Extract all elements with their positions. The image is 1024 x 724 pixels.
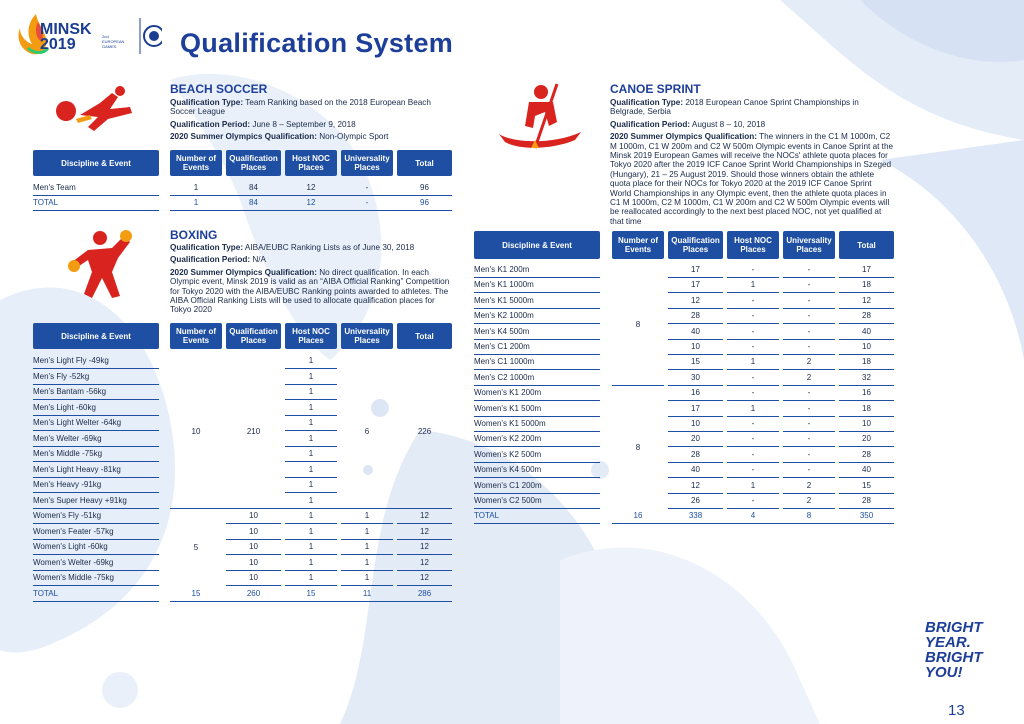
universality-cell: 2 [783,355,835,370]
qualification-type-value: 2018 European Canoe Sprint Championships in Belgrade, Serbia [610,98,859,117]
host-cell: 1 [727,402,779,417]
qualification-cell: 20 [668,432,723,447]
header-total: Total [839,231,894,259]
beach-soccer-info [170,98,455,145]
universality-cell: 1 [341,509,393,524]
qualification-period-value: June 8 – September 9, 2018 [252,119,356,129]
universality-cell: - [783,448,835,463]
total-cell: 12 [397,509,452,524]
header-universality: Universality Places [341,150,393,176]
header-number: Number of Events [170,150,222,176]
total-universality: - [365,198,369,207]
header-qualification: Qualification Places [226,150,281,176]
header-host: Host NOC Places [285,150,337,176]
host-cell: - [727,294,779,309]
header-host: Host NOC Places [727,231,779,259]
event-name: Women's Middle -75kg [33,571,159,586]
qualification-cell: 16 [668,386,723,401]
qualification-cell: 12 [668,294,723,309]
total-host-cell: 4 [750,511,756,521]
host-cell: - [727,325,779,340]
event-name: Women's K2 200m [474,432,600,447]
host-cell: 1 [285,385,337,400]
header-discipline: Discipline & Event [33,323,159,349]
host-cell: 1 [285,571,337,586]
host-cell: 12 [306,183,316,192]
qualification-period-label: Qualification Period: [170,255,251,265]
total-label: TOTAL [474,509,600,524]
header-total: Total [397,150,452,176]
qualification-cell: 28 [668,309,723,324]
header-number: Number of Events [612,231,664,259]
qualification-cell: 10 [226,525,281,540]
page-title: Qualification System [180,28,454,58]
number-cell: 10 [191,427,201,436]
universality-cell: - [783,325,835,340]
total-cell: 18 [839,402,894,417]
olympic-qualification-label: 2020 Summer Olympics Qualification: [610,132,757,142]
total-qual-cell: 338 [688,511,703,521]
total-cell: 32 [839,371,894,386]
total-cell: 12 [397,556,452,571]
event-name: Women's Fly -51kg [33,509,159,524]
brand-line: YEAR. [925,634,971,651]
olympic-qualification-label: 2020 Summer Olympics Qualification: [170,132,317,142]
canoe-sprint-info [610,98,895,229]
total-cell: 15 [839,479,894,494]
olympic-qualification-label: 2020 Summer Olympics Qualification: [170,267,317,277]
universality-cell: - [783,340,835,355]
divider [612,385,664,386]
event-name: Men's Light Heavy -81kg [33,463,159,478]
event-name: Men's C1 200m [474,340,600,355]
qualification-cell: 210 [246,427,261,436]
total-cell: 12 [397,571,452,586]
host-cell: 1 [285,432,337,447]
event-name: Women's K1 200m [474,386,600,401]
universality-cell: 1 [341,540,393,555]
event-name: Men's Light Welter -64kg [33,416,159,431]
total-number-cell: 16 [633,511,643,521]
number-cell: 1 [193,183,199,192]
total-total-cell: 350 [859,511,874,521]
host-cell: 1 [285,370,337,385]
host-cell: - [727,494,779,509]
host-cell: 1 [285,509,337,524]
qualification-cell: 10 [226,509,281,524]
olympic-qualification-value: The winners in the C1 M 1000m, C2 M 1000m, C1 W 200m and C2 W 500m Olympic events in Canoe Sprint at the Minsk 2019 European Games will receive the NOCs' athlete quota places for Tokyo 2020 after the 2019 ICF Canoe Sprint World Championships in Szeged (Hungary), 21 – 25 August 2019. Should those winners obtain the athlete quota place for their NOCs for Tokyo 2020 at the 2019 ICF Canoe Sprint World Championships in any Olympic event, then the athlete quota places in C1 M 1000m, C2 M 1000m, C1 W 200m and C2 W 500m Olympic events will be reallocated accordingly to the next best placed NOC, not yet qualified at that time [610,132,894,226]
universality-cell: 1 [341,571,393,586]
total-univ-cell: 11 [362,588,372,598]
qualification-period-value: August 8 – 10, 2018 [691,119,766,129]
qualification-period-label: Qualification Period: [170,119,251,129]
universality-cell: - [783,432,835,447]
qualification-period-label: Qualification Period: [610,119,691,129]
event-name: Men's K2 1000m [474,309,600,324]
page-number: 13 [948,702,965,719]
header-host: Host NOC Places [285,323,337,349]
header-discipline: Discipline & Event [33,150,159,176]
header-discipline: Discipline & Event [474,231,600,259]
total-number-cell: 15 [191,588,201,598]
event-name: Men's K1 1000m [474,278,600,293]
event-name: Women's K2 500m [474,448,600,463]
event-name: Men's K1 5000m [474,294,600,309]
host-cell: 1 [285,416,337,431]
qualification-cell: 17 [668,402,723,417]
total-total-cell: 286 [417,588,432,598]
event-name: Women's Feater -57kg [33,525,159,540]
universality-cell: - [783,417,835,432]
qualification-cell: 17 [668,263,723,278]
host-cell: 1 [285,401,337,416]
event-name: Women's K1 500m [474,402,600,417]
host-cell: 1 [285,354,337,369]
universality-cell: - [783,463,835,478]
host-cell: 1 [727,278,779,293]
qualification-cell: 10 [226,571,281,586]
event-name: Women's Light -60kg [33,540,159,555]
event-name: Men's Super Heavy +91kg [33,494,159,509]
beach-soccer-icon [50,85,140,140]
boxing-icon [68,228,132,300]
qualification-type-label: Qualification Type: [170,98,244,107]
total-qual-cell: 260 [246,588,261,598]
qualification-cell: 40 [668,463,723,478]
host-cell: 1 [285,540,337,555]
universality-cell: 2 [783,371,835,386]
qualification-cell: 10 [668,340,723,355]
event-name: Men's Middle -75kg [33,447,159,462]
universality-cell: 1 [341,525,393,540]
qualification-cell: 10 [226,556,281,571]
universality-cell: - [783,294,835,309]
event-name: Women's C1 200m [474,479,600,494]
header-universality: Universality Places [341,323,393,349]
universality-cell: - [783,309,835,324]
universality-cell: 2 [783,494,835,509]
total-cell: 12 [839,294,894,309]
total-cell: 12 [397,525,452,540]
universality-cell: - [783,386,835,401]
header-total: Total [397,323,452,349]
total-row [33,196,159,211]
universality-cell: 6 [364,427,370,436]
total-cell: 10 [839,417,894,432]
event-name: Women's K4 500m [474,463,600,478]
canoe-sprint-title: CANOE SPRINT [610,82,701,96]
qualification-period-value: N/A [252,255,267,265]
total-univ-cell: 8 [806,511,812,521]
total-cell: 18 [839,355,894,370]
event-name: Men's Light Fly -49kg [33,354,159,369]
event-name: Men's C2 1000m [474,371,600,386]
qualification-type-label: Qualification Type: [610,98,684,107]
brand-line: YOU! [925,664,963,681]
host-cell: 1 [285,525,337,540]
host-cell: - [727,309,779,324]
total-cell: 18 [839,278,894,293]
olympic-qualification-value: No direct qualification. In each Olympic event, Minsk 2019 is valid as an “AIBA Official Ranking” Competition for Tokyo 2020 with the AIBA/EUBC Ranking points awarded to athletes. The AIBA Official Ranking Lists will be used to allocate qualification places for Tokyo 2020 [170,267,450,315]
event-name: Men's Light -60kg [33,401,159,416]
total-cell: 10 [839,340,894,355]
qualification-cell: 10 [226,540,281,555]
total-cell: 40 [839,463,894,478]
host-cell: - [727,448,779,463]
qualification-cell: 17 [668,278,723,293]
header-qualification: Qualification Places [226,323,281,349]
host-cell: - [727,386,779,401]
event-name: Men's Team [33,183,76,192]
host-cell: 1 [727,355,779,370]
universality-cell: - [783,263,835,278]
total-cell: 28 [839,494,894,509]
qualification-cell: 12 [668,479,723,494]
total-label: TOTAL [33,587,159,602]
brand-line: BRIGHT [925,619,983,636]
total-cell: 226 [417,427,432,436]
logo-text: MINSK 2019 [40,21,92,53]
universality-cell: - [783,278,835,293]
header-number: Number of Events [170,323,222,349]
boxing-title: BOXING [170,228,218,242]
universality-cell: 1 [341,556,393,571]
table-row [33,181,159,196]
total-cell: 20 [839,432,894,447]
number-cell-men: 8 [635,320,641,330]
qualification-cell: 15 [668,355,723,370]
event-name: Women's C2 500m [474,494,600,509]
number-cell-women: 8 [635,443,641,453]
event-name: Men's Heavy -91kg [33,478,159,493]
total-cell: 96 [420,183,429,192]
host-cell: 1 [285,463,337,478]
host-cell: 1 [285,494,337,509]
event-name: Men's K1 200m [474,263,600,278]
host-cell: - [727,463,779,478]
host-cell: - [727,340,779,355]
host-cell: - [727,417,779,432]
host-cell: - [727,263,779,278]
beach-soccer-title: BEACH SOCCER [170,82,268,96]
host-cell: 1 [285,447,337,462]
universality-cell: 2 [783,479,835,494]
total-qualification: 84 [249,198,258,207]
header-qualification: Qualification Places [668,231,723,259]
host-cell: 1 [727,479,779,494]
olympic-qualification-value: Non-Olympic Sport [319,132,389,142]
total-number: 1 [193,198,199,207]
universality-cell: - [783,402,835,417]
total-label: TOTAL [33,198,59,207]
event-name: Women's Welter -69kg [33,556,159,571]
total-cell: 17 [839,263,894,278]
total-host-cell: 15 [306,588,316,598]
qualification-cell: 28 [668,448,723,463]
event-name: Men's Fly -52kg [33,370,159,385]
host-cell: 1 [285,478,337,493]
total-host: 12 [306,198,316,207]
event-name: Men's C1 1000m [474,355,600,370]
event-name: Men's Welter -69kg [33,432,159,447]
qualification-type-value: Team Ranking based on the 2018 European Beach Soccer League [170,98,431,117]
universality-cell: - [365,183,369,192]
qualification-cell: 26 [668,494,723,509]
total-cell: 28 [839,448,894,463]
number-cell: 5 [193,543,199,553]
qualification-cell: 30 [668,371,723,386]
total-cell: 16 [839,386,894,401]
host-cell: 1 [285,556,337,571]
event-name: Women's K1 5000m [474,417,600,432]
event-name: Men's K4 500m [474,325,600,340]
qualification-type-value: AIBA/EUBC Ranking Lists as of June 30, 2018 [244,243,415,252]
header-universality: Universality Places [783,231,835,259]
host-cell: - [727,432,779,447]
total-cell: 12 [397,540,452,555]
total-total: 96 [420,198,429,207]
event-name: Men's Bantam -56kg [33,385,159,400]
total-cell: 28 [839,309,894,324]
boxing-info [170,243,455,318]
canoe-sprint-icon [495,82,585,150]
qualification-type-label: Qualification Type: [170,243,244,252]
qualification-cell: 40 [668,325,723,340]
qualification-cell: 84 [249,183,258,192]
total-cell: 40 [839,325,894,340]
brand-line: BRIGHT [925,649,983,666]
bright-year-logo [925,620,983,680]
logo-subtitle: 2nd EUROPEAN GAMES [102,34,125,49]
host-cell: - [727,371,779,386]
qualification-cell: 10 [668,417,723,432]
